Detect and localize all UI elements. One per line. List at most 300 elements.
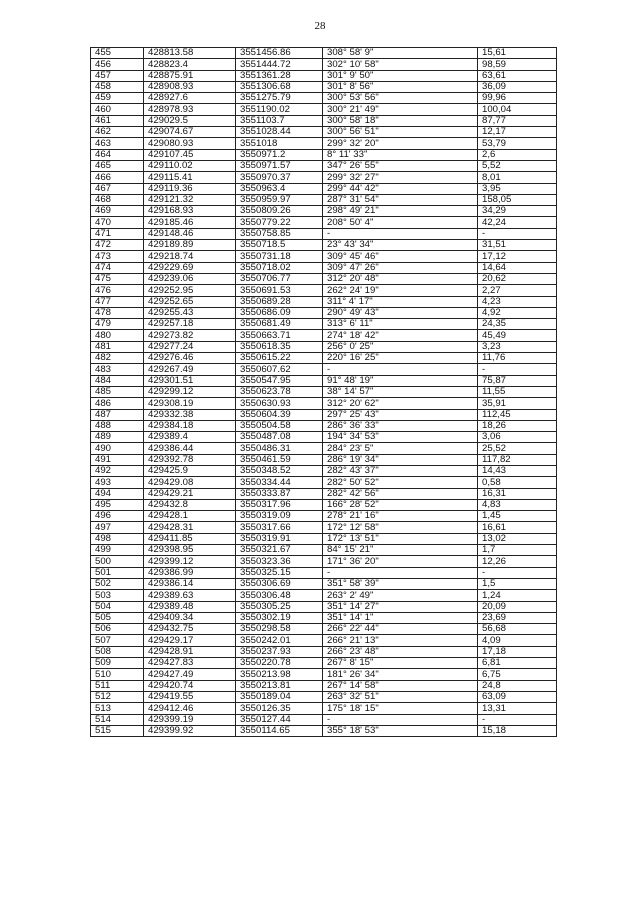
point-number-cell: 497 [91, 522, 144, 533]
point-number-cell: 507 [91, 635, 144, 646]
x-coordinate-cell: 429392.78 [144, 454, 236, 465]
x-coordinate-cell: 429425.9 [144, 465, 236, 476]
y-coordinate-cell: 3550302.19 [236, 612, 323, 623]
y-coordinate-cell: 3551456.86 [236, 48, 323, 59]
table-row [91, 398, 557, 409]
table-row [91, 138, 557, 149]
x-coordinate-cell: 429273.82 [144, 330, 236, 341]
table-row [91, 511, 557, 522]
point-number-cell: 455 [91, 48, 144, 59]
distance-cell: 13,02 [478, 533, 557, 544]
x-coordinate-cell: 429252.65 [144, 296, 236, 307]
point-number-cell: 514 [91, 714, 144, 725]
distance-cell: 35,91 [478, 398, 557, 409]
bearing-cell: 267° 14' 58" [323, 680, 478, 691]
point-number-cell: 513 [91, 703, 144, 714]
x-coordinate-cell: 429399.19 [144, 714, 236, 725]
bearing-cell: 312° 20' 48" [323, 273, 478, 284]
bearing-cell: 299° 44' 42" [323, 183, 478, 194]
distance-cell: 17,18 [478, 646, 557, 657]
bearing-cell: 282° 42' 56" [323, 488, 478, 499]
distance-cell: 15,61 [478, 48, 557, 59]
x-coordinate-cell: 429429.08 [144, 477, 236, 488]
point-number-cell: 477 [91, 296, 144, 307]
point-number-cell: 473 [91, 251, 144, 262]
distance-cell: 23,69 [478, 612, 557, 623]
point-number-cell: 488 [91, 420, 144, 431]
x-coordinate-cell: 429301.51 [144, 375, 236, 386]
table-row [91, 319, 557, 330]
y-coordinate-cell: 3550306.48 [236, 590, 323, 601]
distance-cell: 6,81 [478, 658, 557, 669]
point-number-cell: 470 [91, 217, 144, 228]
bearing-cell: 301° 8' 56" [323, 81, 478, 92]
distance-cell: 34,29 [478, 206, 557, 217]
table-row [91, 273, 557, 284]
bearing-cell: - [323, 228, 478, 239]
distance-cell: 12,17 [478, 127, 557, 138]
y-coordinate-cell: 3550686.09 [236, 307, 323, 318]
table-row [91, 59, 557, 70]
y-coordinate-cell: 3550306.69 [236, 578, 323, 589]
y-coordinate-cell: 3550213.81 [236, 680, 323, 691]
distance-cell: 15,18 [478, 725, 557, 736]
y-coordinate-cell: 3550305.25 [236, 601, 323, 612]
x-coordinate-cell: 429229.69 [144, 262, 236, 273]
y-coordinate-cell: 3550127.44 [236, 714, 323, 725]
table-row [91, 104, 557, 115]
table-row [91, 578, 557, 589]
distance-cell: 17,12 [478, 251, 557, 262]
x-coordinate-cell: 429119.36 [144, 183, 236, 194]
x-coordinate-cell: 429121.32 [144, 194, 236, 205]
point-number-cell: 496 [91, 511, 144, 522]
x-coordinate-cell: 429411.85 [144, 533, 236, 544]
y-coordinate-cell: 3550213.98 [236, 669, 323, 680]
page-number: 28 [314, 20, 326, 32]
bearing-cell: 282° 50' 52" [323, 477, 478, 488]
distance-cell: 3,23 [478, 341, 557, 352]
bearing-cell: 256° 0' 25" [323, 341, 478, 352]
point-number-cell: 489 [91, 432, 144, 443]
table-row [91, 601, 557, 612]
distance-cell: 16,31 [478, 488, 557, 499]
point-number-cell: 515 [91, 725, 144, 736]
table-row [91, 567, 557, 578]
y-coordinate-cell: 3550333.87 [236, 488, 323, 499]
y-coordinate-cell: 3550317.66 [236, 522, 323, 533]
table-row [91, 477, 557, 488]
x-coordinate-cell: 429276.46 [144, 353, 236, 364]
x-coordinate-cell: 429239.06 [144, 273, 236, 284]
point-number-cell: 466 [91, 172, 144, 183]
bearing-cell: 351° 14' 27" [323, 601, 478, 612]
point-number-cell: 471 [91, 228, 144, 239]
bearing-cell: 194° 34' 53" [323, 432, 478, 443]
distance-cell: - [478, 567, 557, 578]
y-coordinate-cell: 3550114.65 [236, 725, 323, 736]
y-coordinate-cell: 3550461.59 [236, 454, 323, 465]
table-row [91, 680, 557, 691]
table-row [91, 465, 557, 476]
y-coordinate-cell: 3550319.09 [236, 511, 323, 522]
x-coordinate-cell: 429409.34 [144, 612, 236, 623]
y-coordinate-cell: 3550706.77 [236, 273, 323, 284]
y-coordinate-cell: 3551361.28 [236, 70, 323, 81]
x-coordinate-cell: 429218.74 [144, 251, 236, 262]
y-coordinate-cell: 3550323.36 [236, 556, 323, 567]
distance-cell: 12,26 [478, 556, 557, 567]
x-coordinate-cell: 429384.18 [144, 420, 236, 431]
distance-cell: 8,01 [478, 172, 557, 183]
distance-cell: 24,35 [478, 319, 557, 330]
point-number-cell: 508 [91, 646, 144, 657]
bearing-cell: 175° 18' 15" [323, 703, 478, 714]
distance-cell: - [478, 364, 557, 375]
point-number-cell: 486 [91, 398, 144, 409]
bearing-cell: 351° 58' 39" [323, 578, 478, 589]
point-number-cell: 456 [91, 59, 144, 70]
y-coordinate-cell: 3550334.44 [236, 477, 323, 488]
point-number-cell: 465 [91, 160, 144, 171]
point-number-cell: 504 [91, 601, 144, 612]
y-coordinate-cell: 3550319.91 [236, 533, 323, 544]
point-number-cell: 494 [91, 488, 144, 499]
bearing-cell: 262° 24' 19" [323, 285, 478, 296]
x-coordinate-cell: 429427.83 [144, 658, 236, 669]
point-number-cell: 472 [91, 240, 144, 251]
x-coordinate-cell: 429277.24 [144, 341, 236, 352]
distance-cell: 4,23 [478, 296, 557, 307]
y-coordinate-cell: 3550487.08 [236, 432, 323, 443]
distance-cell: 117,82 [478, 454, 557, 465]
y-coordinate-cell: 3551444.72 [236, 59, 323, 70]
distance-cell: 18,26 [478, 420, 557, 431]
table-row [91, 341, 557, 352]
bearing-cell: 171° 36' 20" [323, 556, 478, 567]
bearing-cell: - [323, 714, 478, 725]
x-coordinate-cell: 429386.99 [144, 567, 236, 578]
point-number-cell: 498 [91, 533, 144, 544]
x-coordinate-cell: 429389.63 [144, 590, 236, 601]
x-coordinate-cell: 429428.91 [144, 646, 236, 657]
x-coordinate-cell: 429428.31 [144, 522, 236, 533]
table-row [91, 375, 557, 386]
distance-cell: 3,06 [478, 432, 557, 443]
point-number-cell: 461 [91, 115, 144, 126]
table-row [91, 612, 557, 623]
bearing-cell: 351° 14' 1" [323, 612, 478, 623]
y-coordinate-cell: 3550189.04 [236, 691, 323, 702]
distance-cell: 31,51 [478, 240, 557, 251]
y-coordinate-cell: 3550731.18 [236, 251, 323, 262]
distance-cell: 6,75 [478, 669, 557, 680]
table-row [91, 590, 557, 601]
distance-cell: 56,68 [478, 624, 557, 635]
x-coordinate-cell: 429429.21 [144, 488, 236, 499]
x-coordinate-cell: 428875.91 [144, 70, 236, 81]
point-number-cell: 495 [91, 499, 144, 510]
x-coordinate-cell: 429399.12 [144, 556, 236, 567]
bearing-cell: 355° 18' 53" [323, 725, 478, 736]
point-number-cell: 482 [91, 353, 144, 364]
x-coordinate-cell: 429107.45 [144, 149, 236, 160]
bearing-cell: 290° 49' 43" [323, 307, 478, 318]
distance-cell: 1,45 [478, 511, 557, 522]
distance-cell: - [478, 714, 557, 725]
point-number-cell: 475 [91, 273, 144, 284]
bearing-cell: 181° 26' 34" [323, 669, 478, 680]
coordinates-table [90, 47, 557, 737]
bearing-cell: 287° 31' 54" [323, 194, 478, 205]
x-coordinate-cell: 428813.58 [144, 48, 236, 59]
table-row [91, 545, 557, 556]
bearing-cell: 300° 53' 56" [323, 93, 478, 104]
bearing-cell: 263° 32' 51" [323, 691, 478, 702]
y-coordinate-cell: 3550971.2 [236, 149, 323, 160]
bearing-cell: 286° 19' 34" [323, 454, 478, 465]
bearing-cell: 311° 4' 17" [323, 296, 478, 307]
y-coordinate-cell: 3550220.78 [236, 658, 323, 669]
bearing-cell: 282° 43' 37" [323, 465, 478, 476]
table-row [91, 714, 557, 725]
y-coordinate-cell: 3550321.67 [236, 545, 323, 556]
distance-cell: 158,05 [478, 194, 557, 205]
point-number-cell: 483 [91, 364, 144, 375]
x-coordinate-cell: 429429.17 [144, 635, 236, 646]
bearing-cell: 302° 10' 58" [323, 59, 478, 70]
table-row [91, 160, 557, 171]
point-number-cell: 493 [91, 477, 144, 488]
distance-cell: 63,09 [478, 691, 557, 702]
table-row [91, 691, 557, 702]
table-row [91, 646, 557, 657]
distance-cell: 99,96 [478, 93, 557, 104]
table-row [91, 194, 557, 205]
table-row [91, 81, 557, 92]
point-number-cell: 469 [91, 206, 144, 217]
x-coordinate-cell: 429432.75 [144, 624, 236, 635]
y-coordinate-cell: 3550623.78 [236, 386, 323, 397]
bearing-cell: 91° 48' 19" [323, 375, 478, 386]
y-coordinate-cell: 3550547.95 [236, 375, 323, 386]
y-coordinate-cell: 3551103.7 [236, 115, 323, 126]
distance-cell: 53,79 [478, 138, 557, 149]
point-number-cell: 481 [91, 341, 144, 352]
bearing-cell: 309° 47' 26" [323, 262, 478, 273]
table-row [91, 420, 557, 431]
point-number-cell: 510 [91, 669, 144, 680]
table-row [91, 522, 557, 533]
point-number-cell: 458 [91, 81, 144, 92]
y-coordinate-cell: 3550689.28 [236, 296, 323, 307]
table-row [91, 172, 557, 183]
distance-cell: 4,09 [478, 635, 557, 646]
y-coordinate-cell: 3551028.44 [236, 127, 323, 138]
distance-cell: 3,95 [478, 183, 557, 194]
point-number-cell: 512 [91, 691, 144, 702]
distance-cell: 20,09 [478, 601, 557, 612]
distance-cell: 25,52 [478, 443, 557, 454]
y-coordinate-cell: 3550779.22 [236, 217, 323, 228]
x-coordinate-cell: 429389.48 [144, 601, 236, 612]
point-number-cell: 459 [91, 93, 144, 104]
distance-cell: - [478, 228, 557, 239]
x-coordinate-cell: 429419.55 [144, 691, 236, 702]
table-row [91, 149, 557, 160]
bearing-cell: 312° 20' 62" [323, 398, 478, 409]
x-coordinate-cell: 429308.19 [144, 398, 236, 409]
table-row [91, 409, 557, 420]
table-row [91, 533, 557, 544]
y-coordinate-cell: 3551018 [236, 138, 323, 149]
bearing-cell: 284° 23' 5" [323, 443, 478, 454]
bearing-cell: 299° 32' 27" [323, 172, 478, 183]
x-coordinate-cell: 429115.41 [144, 172, 236, 183]
table-row [91, 330, 557, 341]
point-number-cell: 462 [91, 127, 144, 138]
y-coordinate-cell: 3550504.58 [236, 420, 323, 431]
distance-cell: 87,77 [478, 115, 557, 126]
distance-cell: 1,5 [478, 578, 557, 589]
point-number-cell: 491 [91, 454, 144, 465]
y-coordinate-cell: 3550237.93 [236, 646, 323, 657]
x-coordinate-cell: 429252.95 [144, 285, 236, 296]
x-coordinate-cell: 429386.14 [144, 578, 236, 589]
x-coordinate-cell: 429168.93 [144, 206, 236, 217]
table-row [91, 206, 557, 217]
x-coordinate-cell: 429432.8 [144, 499, 236, 510]
table-row [91, 217, 557, 228]
y-coordinate-cell: 3550663.71 [236, 330, 323, 341]
distance-cell: 5,52 [478, 160, 557, 171]
point-number-cell: 467 [91, 183, 144, 194]
point-number-cell: 463 [91, 138, 144, 149]
table-row [91, 307, 557, 318]
bearing-cell: 274° 18' 42" [323, 330, 478, 341]
table-row [91, 183, 557, 194]
bearing-cell: 263° 2' 49" [323, 590, 478, 601]
point-number-cell: 464 [91, 149, 144, 160]
bearing-cell: 309° 45' 46" [323, 251, 478, 262]
bearing-cell: 301° 9' 50" [323, 70, 478, 81]
y-coordinate-cell: 3550325.15 [236, 567, 323, 578]
distance-cell: 100,04 [478, 104, 557, 115]
distance-cell: 11,55 [478, 386, 557, 397]
table-row [91, 658, 557, 669]
x-coordinate-cell: 429267.49 [144, 364, 236, 375]
table-row [91, 251, 557, 262]
table-row [91, 262, 557, 273]
y-coordinate-cell: 3550963.4 [236, 183, 323, 194]
table-row [91, 669, 557, 680]
x-coordinate-cell: 429299.12 [144, 386, 236, 397]
bearing-cell: 300° 58' 18" [323, 115, 478, 126]
y-coordinate-cell: 3550630.93 [236, 398, 323, 409]
bearing-cell: - [323, 567, 478, 578]
x-coordinate-cell: 428908.93 [144, 81, 236, 92]
x-coordinate-cell: 429412.46 [144, 703, 236, 714]
distance-cell: 11,76 [478, 353, 557, 364]
y-coordinate-cell: 3550681.49 [236, 319, 323, 330]
table-row [91, 48, 557, 59]
table-row [91, 296, 557, 307]
table-row [91, 353, 557, 364]
bearing-cell: - [323, 364, 478, 375]
point-number-cell: 509 [91, 658, 144, 669]
x-coordinate-cell: 429185.46 [144, 217, 236, 228]
point-number-cell: 476 [91, 285, 144, 296]
point-number-cell: 480 [91, 330, 144, 341]
y-coordinate-cell: 3550971.57 [236, 160, 323, 171]
bearing-cell: 84° 15' 21" [323, 545, 478, 556]
y-coordinate-cell: 3550959.97 [236, 194, 323, 205]
y-coordinate-cell: 3550126.35 [236, 703, 323, 714]
table-row [91, 454, 557, 465]
distance-cell: 0,58 [478, 477, 557, 488]
distance-cell: 75,87 [478, 375, 557, 386]
table-row [91, 499, 557, 510]
table-row [91, 703, 557, 714]
table-row [91, 443, 557, 454]
bearing-cell: 38° 14' 57" [323, 386, 478, 397]
bearing-cell: 313° 6' 11" [323, 319, 478, 330]
x-coordinate-cell: 429110.02 [144, 160, 236, 171]
point-number-cell: 492 [91, 465, 144, 476]
distance-cell: 14,64 [478, 262, 557, 273]
bearing-cell: 166° 28' 52" [323, 499, 478, 510]
point-number-cell: 502 [91, 578, 144, 589]
bearing-cell: 278° 21' 16" [323, 511, 478, 522]
x-coordinate-cell: 429332.38 [144, 409, 236, 420]
y-coordinate-cell: 3550691.53 [236, 285, 323, 296]
table-row [91, 725, 557, 736]
bearing-cell: 172° 13' 51" [323, 533, 478, 544]
x-coordinate-cell: 429257.18 [144, 319, 236, 330]
distance-cell: 20,62 [478, 273, 557, 284]
distance-cell: 42,24 [478, 217, 557, 228]
y-coordinate-cell: 3550607.62 [236, 364, 323, 375]
y-coordinate-cell: 3550604.39 [236, 409, 323, 420]
point-number-cell: 485 [91, 386, 144, 397]
y-coordinate-cell: 3550615.22 [236, 353, 323, 364]
point-number-cell: 457 [91, 70, 144, 81]
x-coordinate-cell: 429080.93 [144, 138, 236, 149]
distance-cell: 2,27 [478, 285, 557, 296]
bearing-cell: 297° 25' 43" [323, 409, 478, 420]
y-coordinate-cell: 3550970.37 [236, 172, 323, 183]
y-coordinate-cell: 3550758.85 [236, 228, 323, 239]
distance-cell: 4,83 [478, 499, 557, 510]
y-coordinate-cell: 3550718.5 [236, 240, 323, 251]
y-coordinate-cell: 3550242.01 [236, 635, 323, 646]
table-row [91, 488, 557, 499]
x-coordinate-cell: 429398.95 [144, 545, 236, 556]
bearing-cell: 299° 32' 20" [323, 138, 478, 149]
point-number-cell: 505 [91, 612, 144, 623]
y-coordinate-cell: 3550298.58 [236, 624, 323, 635]
bearing-cell: 308° 58' 9" [323, 48, 478, 59]
y-coordinate-cell: 3550486.31 [236, 443, 323, 454]
x-coordinate-cell: 429389.4 [144, 432, 236, 443]
table-row [91, 93, 557, 104]
distance-cell: 2,6 [478, 149, 557, 160]
y-coordinate-cell: 3551190.02 [236, 104, 323, 115]
y-coordinate-cell: 3550809.26 [236, 206, 323, 217]
point-number-cell: 511 [91, 680, 144, 691]
table-row [91, 127, 557, 138]
x-coordinate-cell: 429255.43 [144, 307, 236, 318]
